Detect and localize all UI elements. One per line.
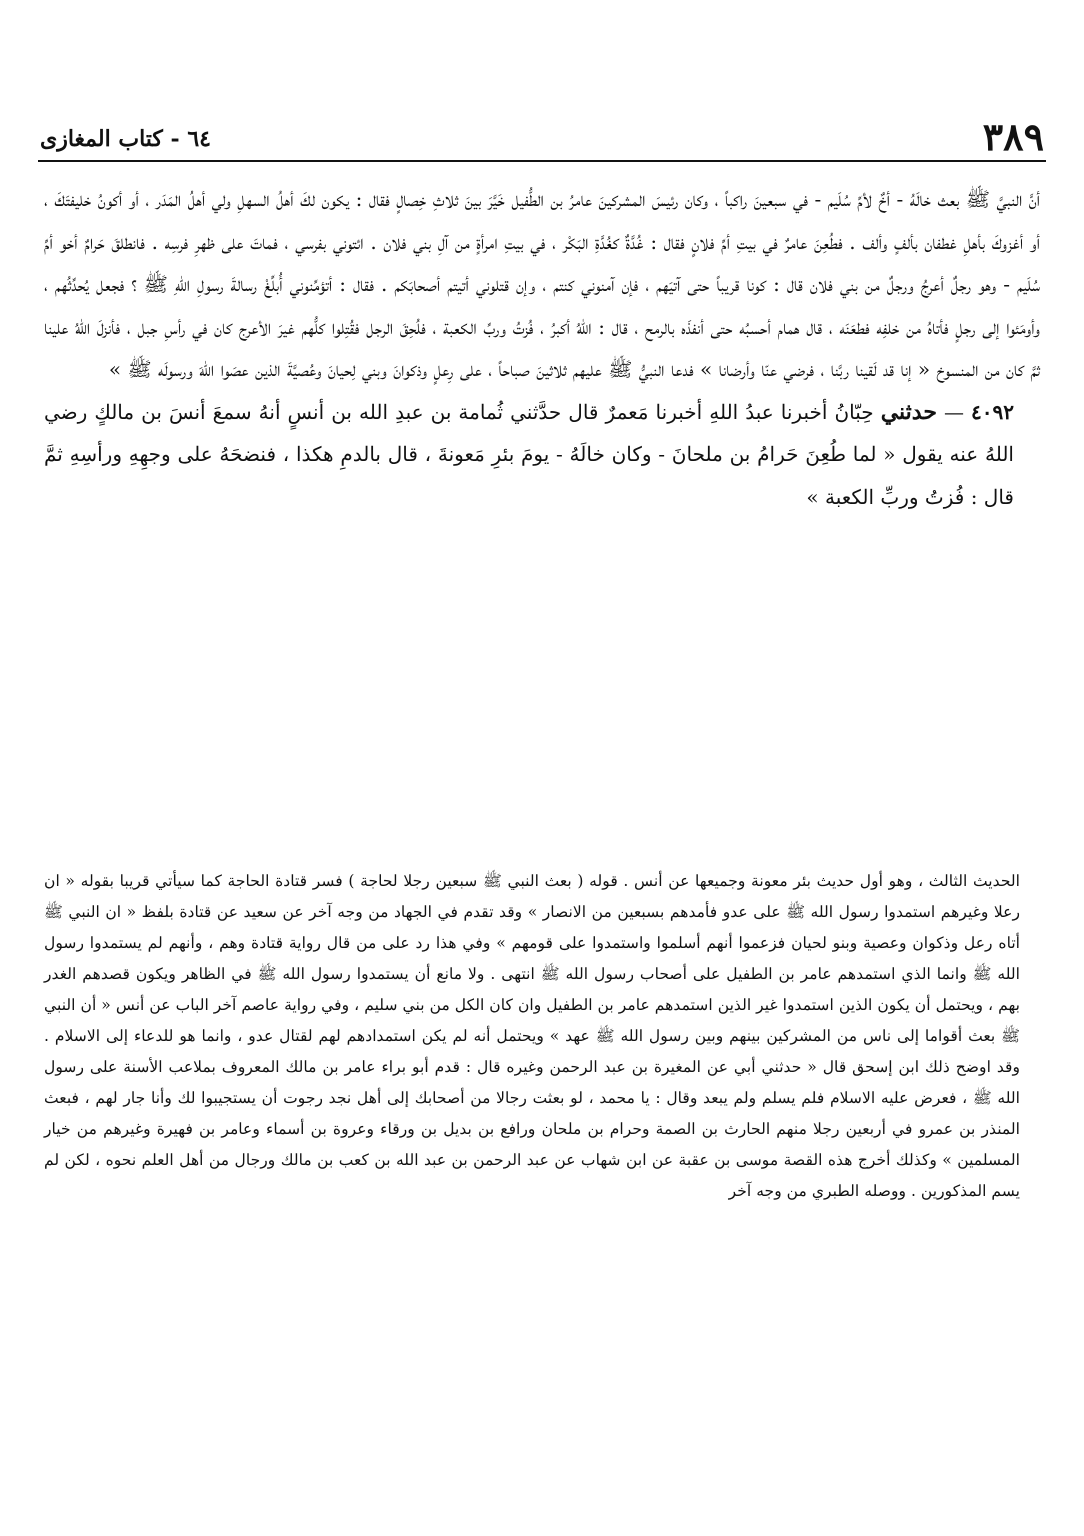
header-rule [38, 160, 1046, 162]
hadith-paragraph [44, 391, 1040, 519]
hadith-label: حدثني [880, 398, 937, 425]
page-number: ٣٨٩ [982, 114, 1044, 159]
main-text [44, 178, 1040, 868]
hadith-text-paragraph: أنَّ النبيَّ ﷺ بعث خالَهُ - أخٌ لأمِّ سُلَيم - في سبعينَ راكباً ، وكان رئيسَ المشركينَ عامرُ بن الطُّفيل خَيَّرَ بينَ ثلاثِ خِصالٍ فقال : يكون لكَ أهلُ السهلِ ولي أهلُ المَدَر ، أو أكونُ خليفتَكَ ، أو أغزوكَ بأهلِ غطفان بألفٍ وألف . فطُعِنَ عامرٌ في بيتِ أمِّ فلانٍ فقال : غُدَّةٌ كغُدَّةِ البَكْر ، في بيتِ امرأةٍ من آلِ بني فلان . ائتوني بفرسي ، فماتَ على ظهرِ فرسِه . فانطلقَ حَرامٌ أخو أمِّ سُلَيم - وهو رجلٌ أعرجُ ورجلٌ من بني فلان قال : كونا قريباً حتى آتيَهم ، فإن آمنوني كنتم ، وإن قتلوني أتيتم أصحابَكم . فقال : أتؤمِّنوني أُبلِّغْ رسالةَ رسولِ اللهِ ﷺ ؟ فجعل يُحدِّثُهم ، وأومَئوا إلى رجلٍ فأتاهُ من خلفِه فطعَنَه ، قال همام أحسبُه حتى أنفذَه بالرمح ، قال : اللهُ أكبرُ ، فُزتُ وربِّ الكعبة ، فلُحِقَ الرجل فقُتِلوا كلُّهم غيرَ الأعرج كان في رأسِ جبل ، فأنزلَ اللهُ علينا ثمَّ كان من المنسوخ « إنا قد لَقينا ربَّنا ، فرضي عنّا وأرضانا » فدعا النبيُّ ﷺ عليهم ثلاثينَ صباحاً ، على رِعلٍ وذكوانَ وبني لِحيانَ وعُصيَّةَ الذين عصَوا اللهَ ورسولَه ﷺ » [44, 187, 1040, 381]
commentary-text: الحديث الثالث ، وهو أول حديث بئر معونة وجميعها عن أنس . قوله ( بعث النبي ﷺ سبعين رجلا لحاجة ) فسر قتادة الحاجة كما سيأتي قريبا بقوله « ان رعلا وغيرهم استمدوا رسول الله ﷺ على عدو فأمدهم بسبعين من الانصار » وقد تقدم في الجهاد من وجه آخر عن سعيد عن قتادة بلفظ « ان النبي ﷺ أتاه رعل وذكوان وعصية وبنو لحيان فزعموا أنهم أسلموا واستمدوا على قومهم » وفي هذا رد على من قال رواية قتادة وهم ، وأنهم لم يستمدوا رسول الله ﷺ وانما الذي استمدهم عامر بن الطفيل على أصحاب رسول الله ﷺ انتهى . ولا مانع أن يستمدوا رسول الله ﷺ في الظاهر ويكون قصدهم الغدر بهم ، ويحتمل أن يكون الذين استمدوا غير الذين استمدهم عامر بن الطفيل وان كان الكل من بني سليم ، وفي رواية عاصم آخر الباب عن أنس « أن النبي ﷺ بعث أقواما إلى ناس من المشركين بينهم وبين رسول الله ﷺ عهد » ويحتمل أنه لم يكن استمدادهم لهم لقتال عدو ، وانما هو للدعاء إلى الاسلام . وقد اوضح ذلك ابن إسحق قال « حدثني أبي عن المغيرة بن عبد الرحمن وغيره قال : قدم أبو براء عامر بن مالك المعروف بملاعب الأسنة على رسول الله ﷺ ، فعرض عليه الاسلام فلم يسلم ولم يبعد وقال : يا محمد ، لو بعثت رجالا من أصحابك إلى أهل نجد رجوت أن يستجيبوا لك وأنا جار لهم ، فبعث المنذر بن عمرو في أربعين رجلا منهم الحارث بن الصمة وحرام بن ملحان ورافع بن بديل بن ورقاء وعروة بن أسماء وعامر بن فهيرة وغيرهم من خيار المسلمين » وكذلك أخرج هذه القصة موسى بن عقبة عن ابن شهاب عن عبد الرحمن بن عبد الله بن كعب بن مالك ورجال من أهل العلم نحوه ، لكن لم يسم المذكورين . ووصله الطبري من وجه آخر [44, 872, 1020, 1200]
page-header [40, 108, 1044, 159]
hadith-number: ٤٠٩٢ [971, 399, 1015, 424]
commentary-section [44, 866, 1040, 1506]
dash-separator: — [936, 399, 964, 424]
book-title: ٦٤ - كتاب المغازى [40, 126, 211, 152]
hadith-text: حِبّانُ أخبرنا عبدُ اللهِ أخبرنا مَعمرٌ قال حدَّثني ثُمامة بن عبدِ الله بن أنسٍ أنهُ سمعَ أنسَ بن مالكٍ رضي اللهُ عنه يقول « لما طُعِنَ حَرامُ بن ملحانَ - وكان خالَهُ - يومَ بئرِ مَعونةَ ، قال بالدمِ هكذا ، فنضحَهُ على وجهِهِ ورأسِهِ ثمَّ قال : فُزتُ وربِّ الكعبة » [44, 399, 1014, 509]
